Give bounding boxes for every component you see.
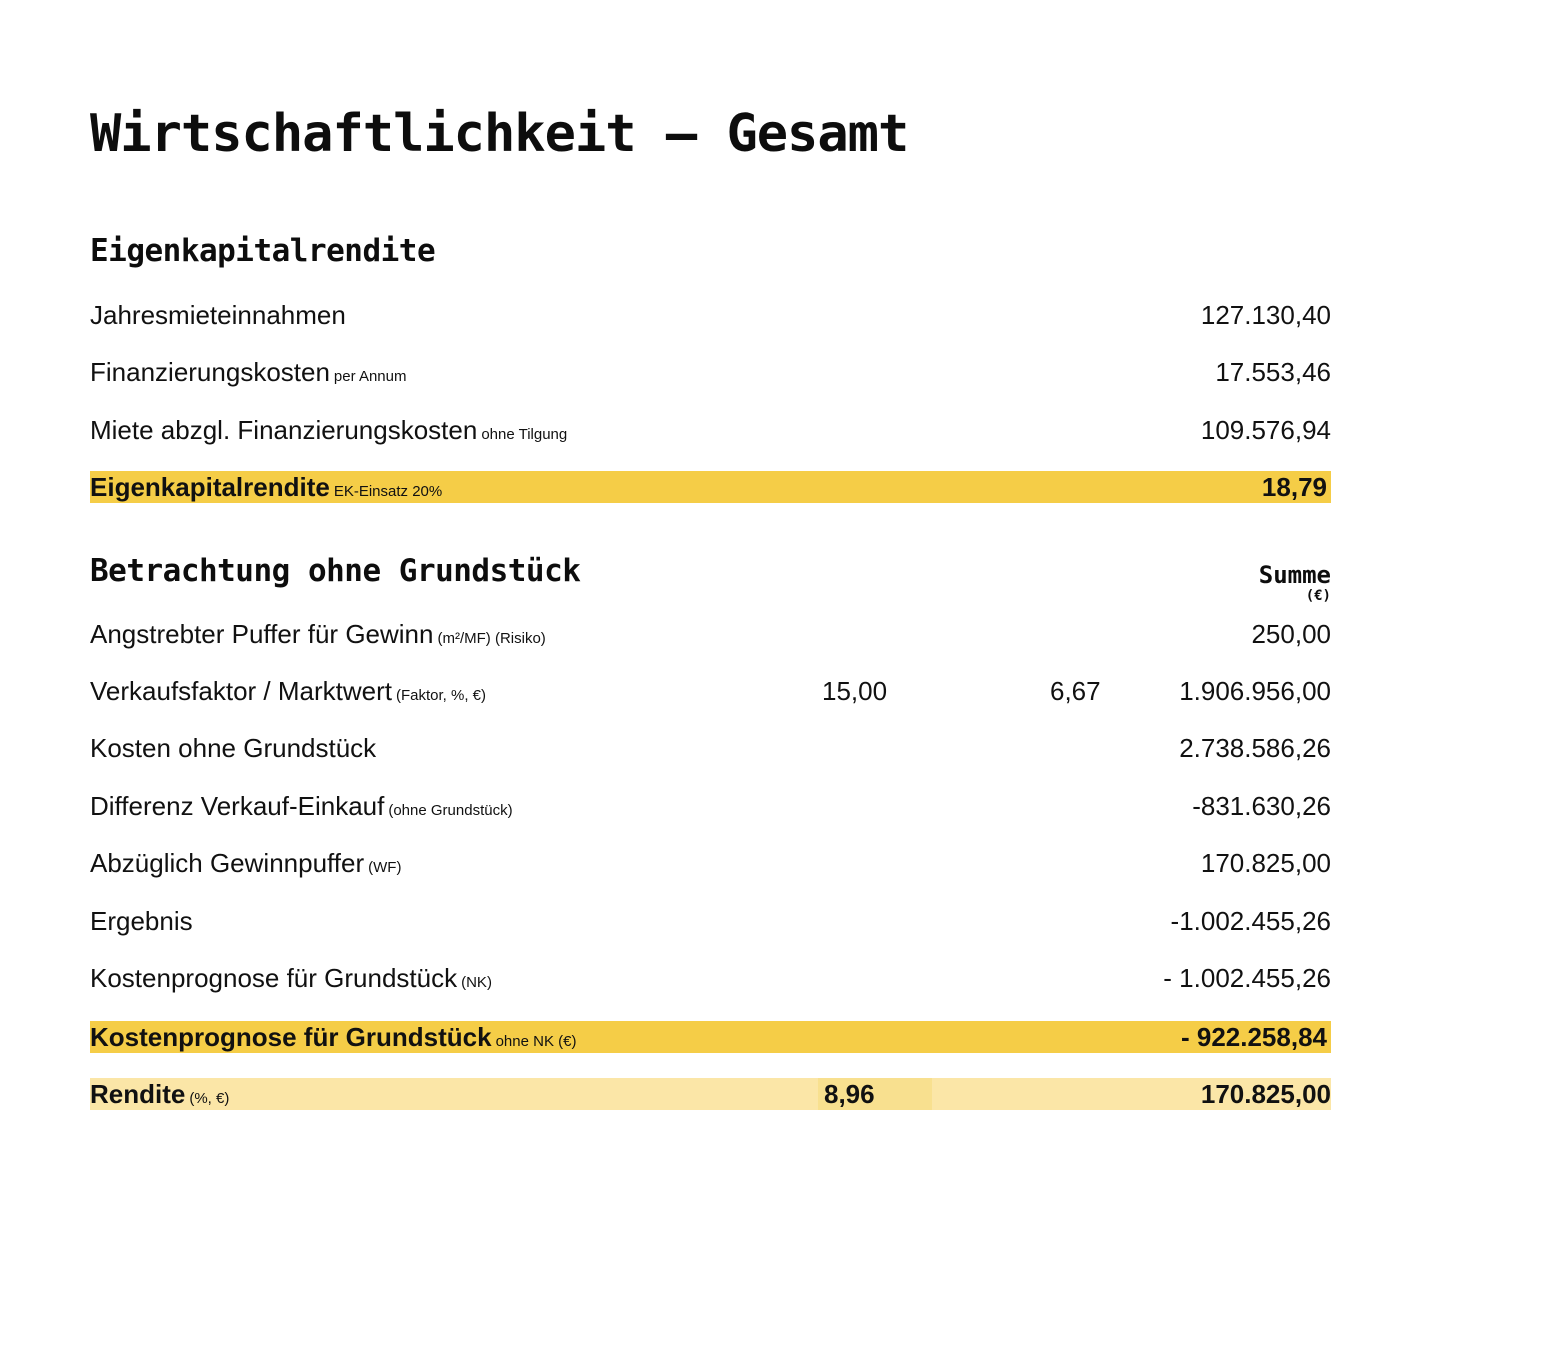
row-value: - 922.258,84 xyxy=(1180,1022,1327,1052)
row-value: -1.002.455,26 xyxy=(1170,906,1331,936)
row-value: - 1.002.455,26 xyxy=(1163,963,1331,993)
row-label: Kosten ohne Grundstück xyxy=(90,733,377,763)
row-value: 1.906.956,00 xyxy=(1179,676,1331,706)
section-heading-eigenkapital: Eigenkapitalrendite xyxy=(90,233,436,269)
table-row xyxy=(90,618,1331,650)
row-value: 170.825,00 xyxy=(1200,848,1331,878)
table-row xyxy=(90,356,1331,388)
table-row xyxy=(90,962,1331,994)
table-row xyxy=(90,414,1331,446)
highlight-row-kostenprognose xyxy=(90,1021,1331,1053)
row-value: 2.738.586,26 xyxy=(1179,733,1331,763)
row-value: 250,00 xyxy=(1251,619,1331,649)
table-row xyxy=(90,732,1331,764)
row-value: 109.576,94 xyxy=(1200,415,1331,445)
row-label: Eigenkapitalrendite EK-Einsatz 20% xyxy=(90,472,443,502)
row-value-percent: 6,67 xyxy=(1050,676,1101,706)
row-value: 170.825,00 xyxy=(1200,1079,1331,1109)
row-label: Miete abzgl. Finanzierungskosten ohne Tilgung xyxy=(90,415,568,445)
row-value: 18,79 xyxy=(1261,472,1327,502)
row-label: Verkaufsfaktor / Marktwert (Faktor, %, €) xyxy=(90,676,487,706)
table-row xyxy=(90,790,1331,822)
row-label: Kostenprognose für Grundstück (NK) xyxy=(90,963,492,993)
row-label: Jahresmieteinnahmen xyxy=(90,300,346,330)
row-value: 127.130,40 xyxy=(1200,300,1331,330)
highlight-row-rendite xyxy=(90,1078,1331,1110)
table-row xyxy=(90,675,1331,707)
row-value: 17.553,46 xyxy=(1215,357,1331,387)
row-label: Ergebnis xyxy=(90,906,193,936)
row-label: Angstrebter Puffer für Gewinn (m²/MF) (Risiko) xyxy=(90,619,546,649)
row-label: Rendite (%, €) xyxy=(90,1079,230,1109)
row-value-percent: 8,96 xyxy=(824,1079,875,1109)
row-label: Differenz Verkauf-Einkauf (ohne Grundstück) xyxy=(90,791,513,821)
highlight-row-eigenkapitalrendite xyxy=(90,471,1331,503)
page-title: Wirtschaftlichkeit – Gesamt xyxy=(90,104,909,164)
row-label: Finanzierungskosten per Annum xyxy=(90,357,407,387)
row-label: Abzüglich Gewinnpuffer (WF) xyxy=(90,848,402,878)
table-row xyxy=(90,905,1331,937)
row-label: Kostenprognose für Grundstück ohne NK (€) xyxy=(90,1022,577,1052)
row-value-factor: 15,00 xyxy=(822,676,888,706)
table-row xyxy=(90,299,1331,331)
row-value: -831.630,26 xyxy=(1192,791,1331,821)
section-heading-grundstueck: Betrachtung ohne Grundstück xyxy=(90,553,581,589)
table-row xyxy=(90,847,1331,879)
column-header-summe: Summe (€) xyxy=(1258,561,1331,604)
